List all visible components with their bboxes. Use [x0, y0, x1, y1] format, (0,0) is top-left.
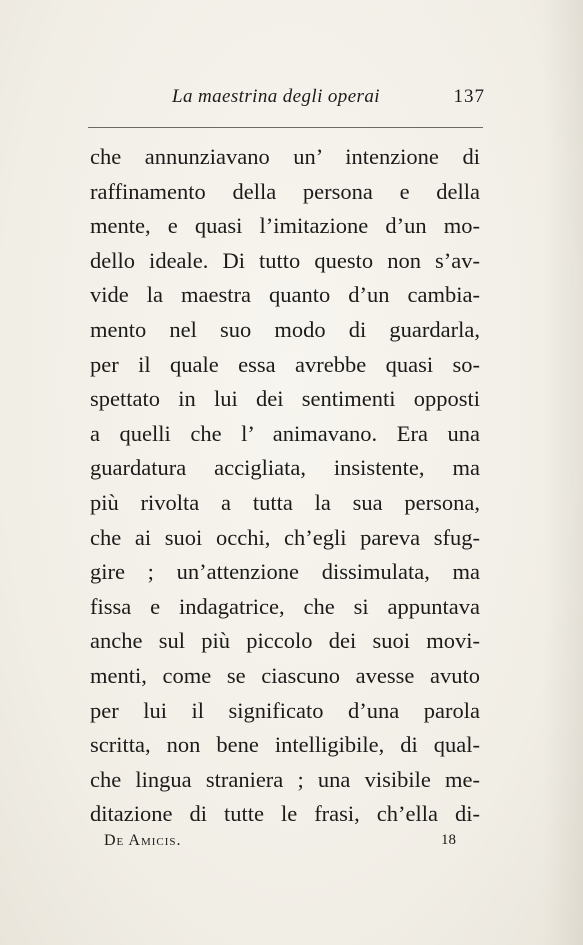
text-line: mente, e quasi l’imitazione d’un mo-: [90, 213, 480, 239]
text-line: più rivolta a tutta la sua persona,: [90, 489, 480, 515]
text-line: che ai suoi occhi, ch’egli pareva sfug-: [90, 524, 480, 550]
text-line: menti, come se ciascuno avesse avuto: [90, 662, 480, 688]
text-line: a quelli che l’ animavano. Era una: [90, 420, 480, 446]
signature-mark: De Amicis.: [104, 832, 182, 849]
page-number: 137: [453, 86, 485, 107]
text-line: scritta, non bene intelligibile, di qual-: [90, 732, 480, 758]
page-footer: [104, 832, 456, 852]
text-line: raffinamento della persona e della: [90, 178, 480, 204]
text-line: anche sul più piccolo dei suoi movi-: [90, 628, 480, 654]
text-line: che lingua straniera ; una visibile me-: [90, 766, 480, 792]
running-title: La maestrina degli operai: [172, 86, 380, 107]
text-line: dello ideale. Di tutto questo non s’av-: [90, 247, 480, 273]
text-line: per lui il significato d’una parola: [90, 697, 480, 723]
sheet-number: 18: [441, 832, 456, 848]
text-line: ditazione di tutte le frasi, ch’ella di-: [90, 801, 480, 827]
page-header: [90, 86, 485, 114]
text-line: fissa e indagatrice, che si appuntava: [90, 593, 480, 619]
body-text: [90, 140, 480, 832]
text-line: mento nel suo modo di guardarla,: [90, 316, 480, 342]
text-line: spettato in lui dei sentimenti opposti: [90, 386, 480, 412]
text-line: guardatura accigliata, insistente, ma: [90, 455, 480, 481]
page-edge-shadow: [543, 0, 583, 945]
header-rule: [88, 127, 483, 128]
text-line: per il quale essa avrebbe quasi so-: [90, 351, 480, 377]
text-line: gire ; un’attenzione dissimulata, ma: [90, 559, 480, 585]
text-line: vide la maestra quanto d’un cambia-: [90, 282, 480, 308]
text-line: che annunziavano un’ intenzione di: [90, 144, 480, 169]
